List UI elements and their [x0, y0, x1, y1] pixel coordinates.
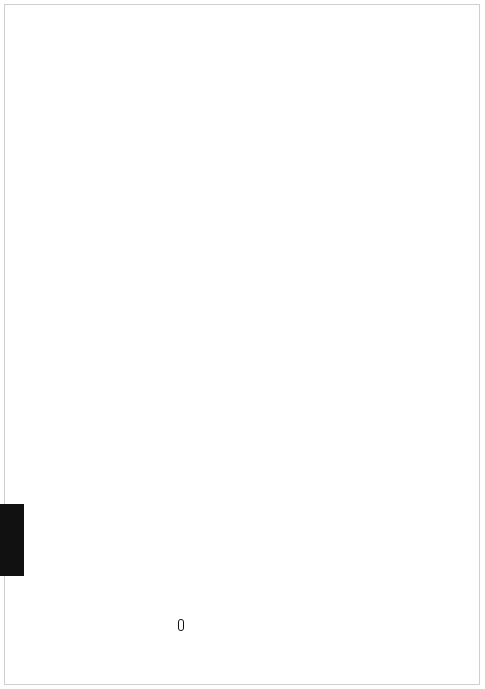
filaria-test-line [152, 614, 184, 633]
side-tab [0, 504, 24, 576]
filaria-negative [178, 619, 184, 631]
